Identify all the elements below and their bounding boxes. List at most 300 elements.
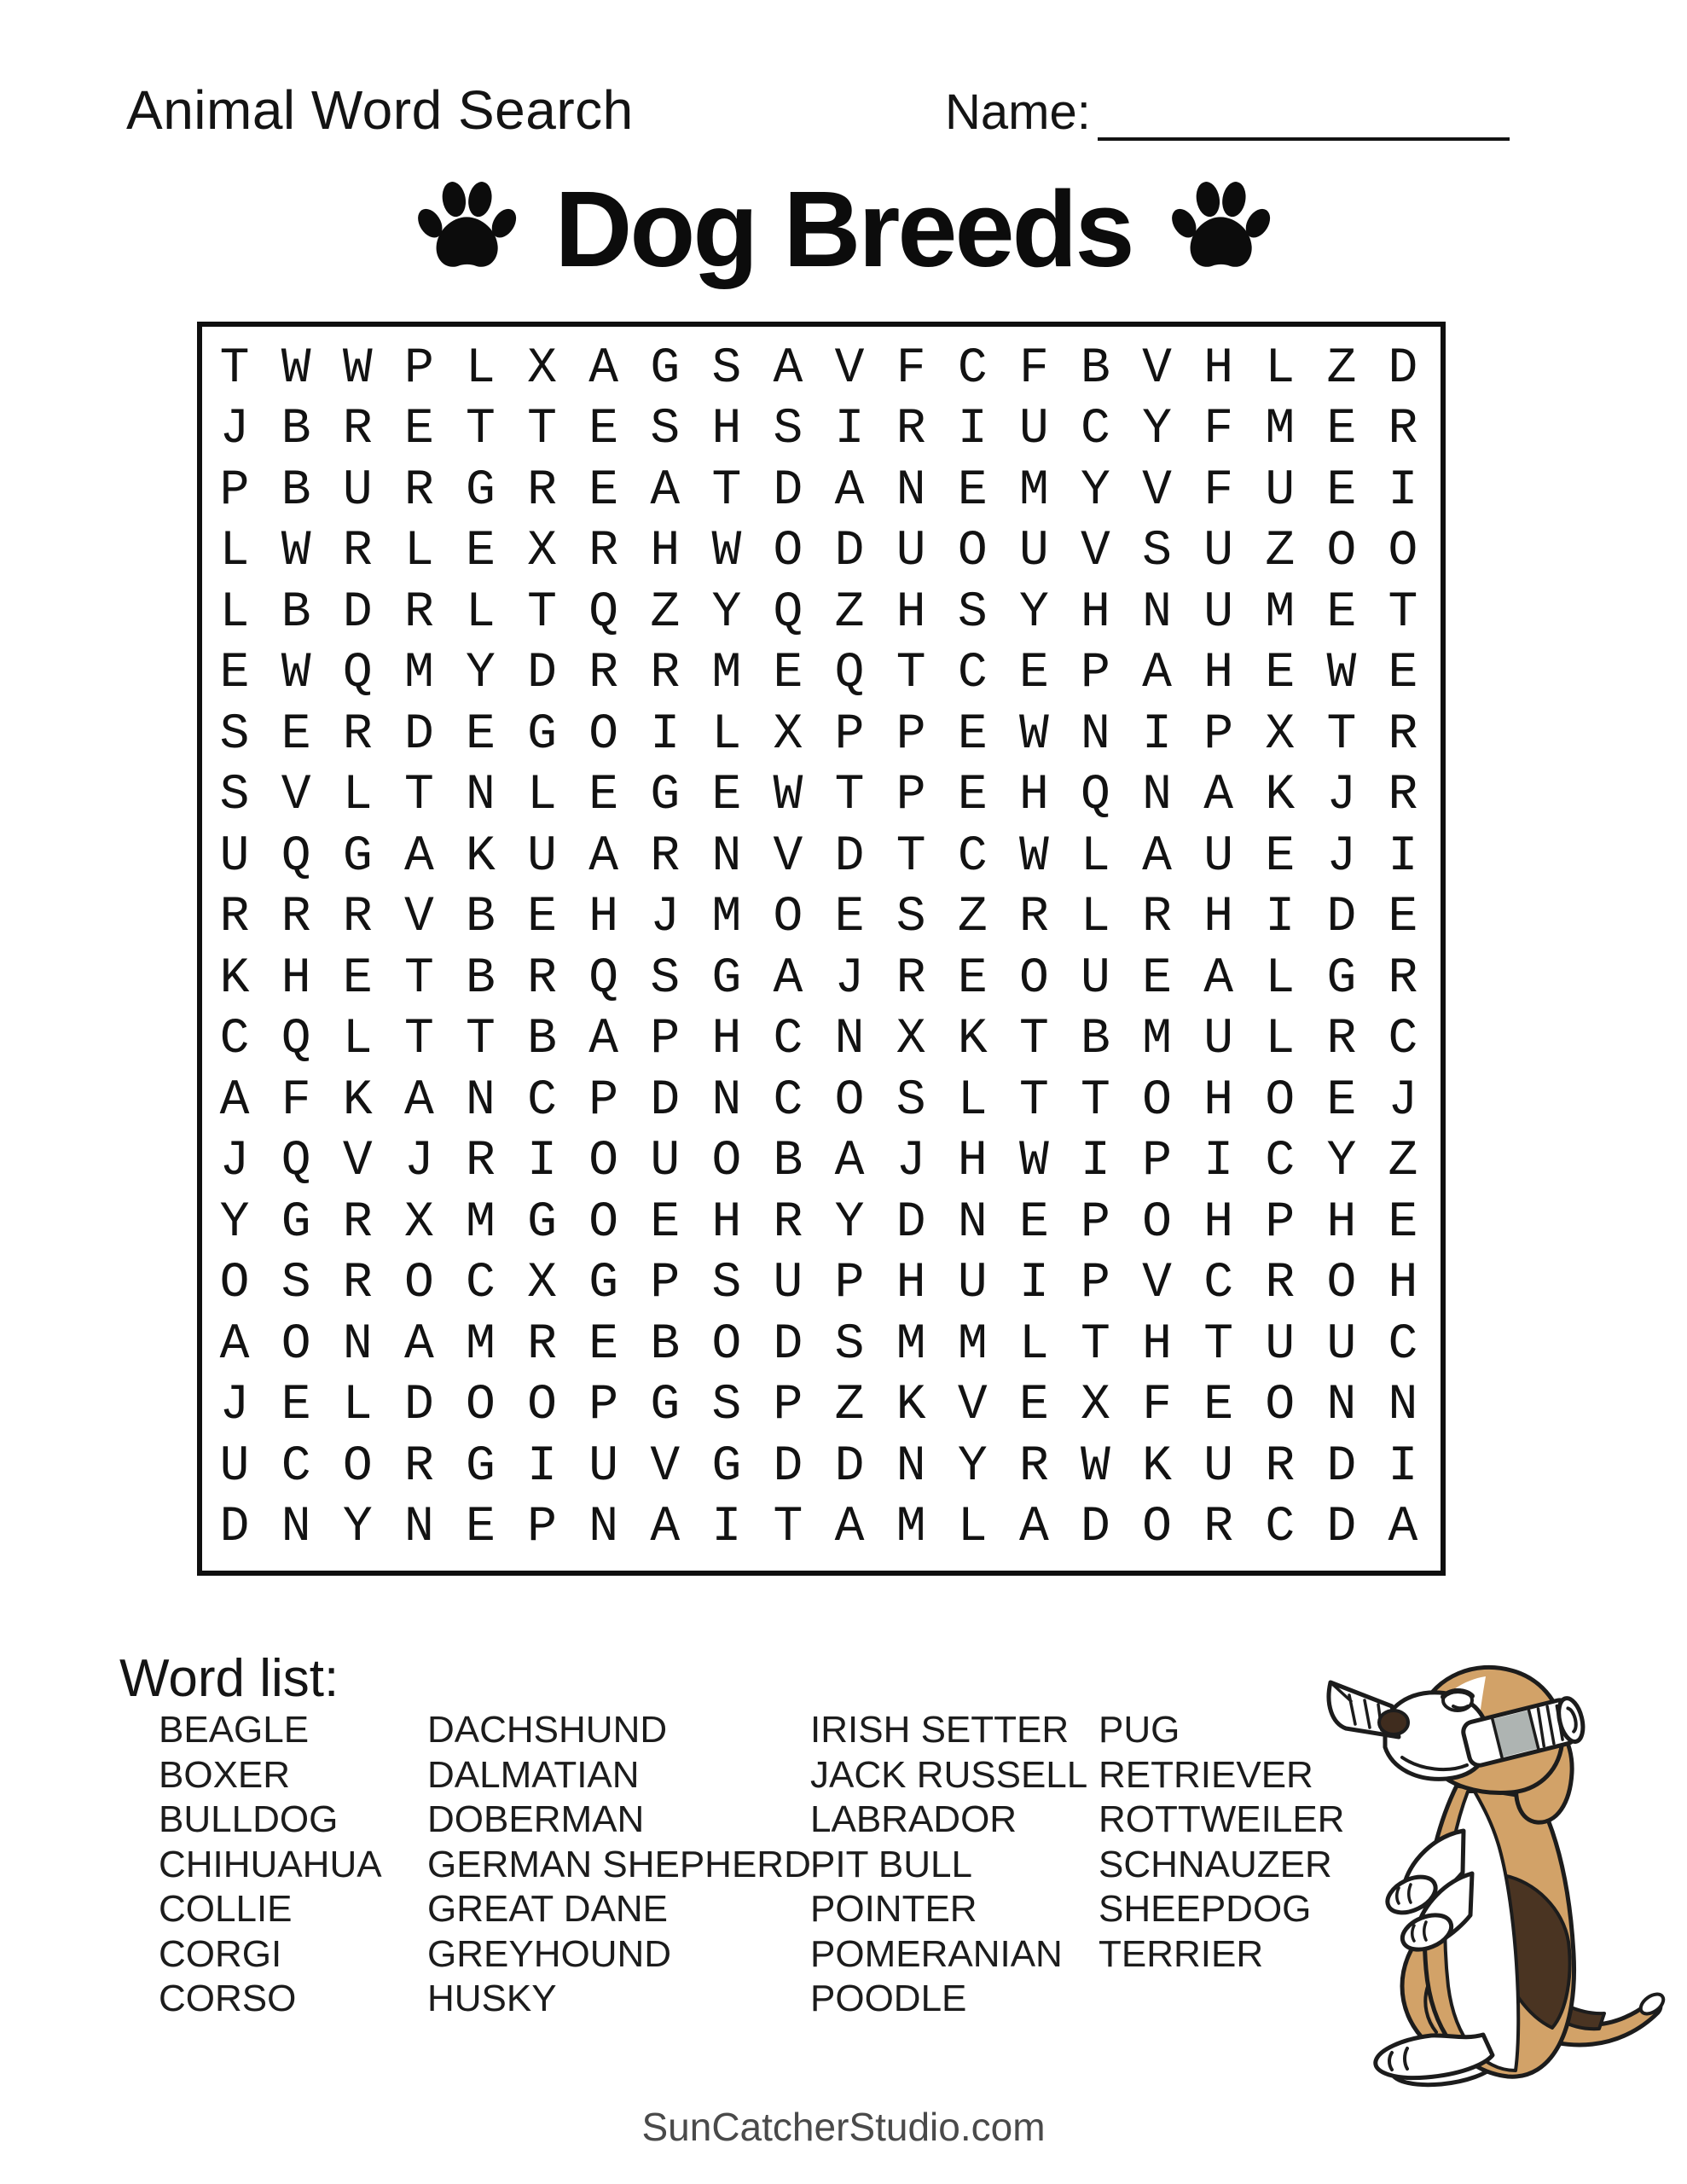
grid-letter: R [650, 828, 681, 885]
grid-letter: R [1326, 1012, 1357, 1068]
grid-letter: M [466, 1194, 496, 1251]
grid-letter: E [957, 462, 988, 519]
grid-letter: X [1081, 1378, 1110, 1434]
grid-letter: S [896, 890, 926, 946]
grid-letter: P [650, 1012, 681, 1068]
grid-letter: Y [1081, 462, 1110, 519]
word-list-item: JACK RUSSELL [810, 1753, 1088, 1796]
grid-letter: V [1142, 1256, 1172, 1312]
grid-letter: K [957, 1012, 988, 1068]
grid-letter: P [896, 768, 926, 824]
grid-letter: J [219, 402, 250, 458]
grid-letter: O [527, 1378, 557, 1434]
grid-letter: A [834, 462, 865, 519]
paw-print-icon [415, 177, 519, 282]
grid-letter: V [281, 768, 311, 824]
grid-letter: R [527, 1316, 557, 1373]
grid-letter: W [281, 524, 311, 580]
beagle-illustration [1320, 1628, 1678, 2106]
grid-letter: G [711, 1438, 742, 1495]
word-list-item: CHIHUAHUA [159, 1843, 382, 1885]
grid-letter: M [711, 890, 742, 946]
word-list-item: GERMAN SHEPHERD [427, 1843, 811, 1885]
grid-letter: A [834, 1500, 865, 1556]
grid-letter: O [281, 1316, 311, 1373]
grid-letter: O [466, 1378, 496, 1434]
grid-letter: C [773, 1012, 803, 1068]
grid-letter: A [773, 340, 803, 397]
grid-letter: W [1081, 1438, 1110, 1495]
grid-letter: A [588, 1012, 619, 1068]
grid-letter: E [1142, 950, 1172, 1007]
grid-letter: L [527, 768, 557, 824]
grid-letter: C [1265, 1500, 1296, 1556]
grid-letter: O [1388, 524, 1418, 580]
grid-letter: S [281, 1256, 311, 1312]
grid-letter: E [1265, 646, 1296, 702]
grid-letter: N [342, 1316, 373, 1373]
name-blank-line [1098, 93, 1510, 141]
grid-letter: D [527, 646, 557, 702]
grid-letter: R [527, 462, 557, 519]
grid-letter: R [342, 524, 373, 580]
grid-letter: U [650, 1134, 681, 1190]
grid-letter: R [896, 950, 926, 1007]
grid-letter: T [1018, 1072, 1049, 1129]
grid-letter: A [588, 340, 619, 397]
grid-letter: T [466, 402, 496, 458]
grid-letter: W [711, 524, 742, 580]
grid-letter: U [342, 462, 373, 519]
grid-letter: A [219, 1072, 250, 1129]
grid-letter: D [1388, 340, 1418, 397]
word-list-item: BOXER [159, 1753, 291, 1796]
grid-letter: R [773, 1194, 803, 1251]
grid-letter: N [957, 1194, 988, 1251]
grid-letter: J [219, 1134, 250, 1190]
grid-letter: Q [834, 646, 865, 702]
grid-letter: E [1018, 1378, 1049, 1434]
grid-letter: H [711, 1194, 742, 1251]
grid-letter: I [1142, 706, 1172, 763]
grid-letter: V [1142, 462, 1172, 519]
grid-letter: Z [1265, 524, 1296, 580]
grid-letter: J [1326, 828, 1357, 885]
grid-letter: T [1081, 1072, 1110, 1129]
grid-letter: W [1326, 646, 1357, 702]
grid-letter: H [711, 402, 742, 458]
grid-letter: D [834, 1438, 865, 1495]
grid-letter: A [403, 1072, 434, 1129]
grid-letter: C [1081, 402, 1110, 458]
grid-letter: P [1081, 1194, 1110, 1251]
grid-letter: C [1265, 1134, 1296, 1190]
grid-letter: E [1326, 402, 1357, 458]
word-list-item: PIT BULL [810, 1843, 972, 1885]
grid-letter: D [1326, 1438, 1357, 1495]
grid-letter: E [1018, 646, 1049, 702]
grid-letter: S [650, 950, 681, 1007]
grid-letter: D [1326, 890, 1357, 946]
grid-letter: D [650, 1072, 681, 1129]
grid-letter: C [1388, 1316, 1418, 1373]
footer-site-credit: SunCatcherStudio.com [641, 2105, 1046, 2149]
grid-letter: J [650, 890, 681, 946]
grid-letter: R [342, 402, 373, 458]
grid-letter: E [957, 768, 988, 824]
grid-letter: P [834, 1256, 865, 1312]
grid-letter: Y [466, 646, 496, 702]
grid-letter: E [466, 1500, 496, 1556]
grid-letter: T [527, 402, 557, 458]
grid-letter: A [834, 1134, 865, 1190]
grid-letter: C [957, 828, 988, 885]
grid-letter: R [1388, 950, 1418, 1007]
grid-letter: M [1265, 402, 1296, 458]
grid-letter: J [834, 950, 865, 1007]
grid-letter: A [1388, 1500, 1418, 1556]
word-list-item: DOBERMAN [427, 1798, 645, 1840]
grid-letter: H [1142, 1316, 1172, 1373]
grid-letter: U [588, 1438, 619, 1495]
grid-letter: E [1018, 1194, 1049, 1251]
word-list-item: GREAT DANE [427, 1888, 668, 1930]
grid-letter: S [650, 402, 681, 458]
grid-letter: H [896, 1256, 926, 1312]
word-list-item: POMERANIAN [810, 1932, 1063, 1975]
grid-letter: H [896, 584, 926, 641]
grid-letter: R [1388, 402, 1418, 458]
grid-letter: D [342, 584, 373, 641]
grid-letter: G [1326, 950, 1357, 1007]
grid-letter: Q [1081, 768, 1110, 824]
grid-letter: M [896, 1500, 926, 1556]
grid-letter: O [773, 524, 803, 580]
grid-letter: L [1018, 1316, 1049, 1373]
grid-letter: E [466, 524, 496, 580]
grid-letter: E [466, 706, 496, 763]
grid-letter: L [466, 340, 496, 397]
grid-letter: X [527, 524, 557, 580]
grid-letter: W [281, 646, 311, 702]
grid-letter: P [650, 1256, 681, 1312]
grid-letter: S [1142, 524, 1172, 580]
grid-letter: L [711, 706, 742, 763]
grid-letter: U [1018, 402, 1049, 458]
grid-letter: T [1081, 1316, 1110, 1373]
grid-letter: Z [957, 890, 988, 946]
grid-letter: I [527, 1134, 557, 1190]
grid-letter: B [281, 584, 311, 641]
grid-letter: E [1388, 890, 1418, 946]
grid-letter: X [1265, 706, 1296, 763]
grid-letter: A [1203, 768, 1234, 824]
grid-letter: R [1018, 1438, 1049, 1495]
grid-letter: Y [1018, 584, 1049, 641]
grid-letter: Y [711, 584, 742, 641]
word-list-item: POINTER [810, 1888, 977, 1930]
grid-letter: L [1265, 950, 1296, 1007]
grid-letter: Z [1326, 340, 1357, 397]
grid-letter: F [1018, 340, 1049, 397]
grid-letter: E [281, 706, 311, 763]
grid-letter: G [650, 768, 681, 824]
grid-letter: R [1203, 1500, 1234, 1556]
word-list-column [427, 1708, 811, 2022]
grid-letter: E [773, 646, 803, 702]
grid-letter: R [466, 1134, 496, 1190]
grid-letter: Z [1388, 1134, 1418, 1190]
grid-letter: N [466, 1072, 496, 1129]
grid-letter: H [711, 1012, 742, 1068]
grid-letter: E [403, 402, 434, 458]
grid-letter: G [711, 950, 742, 1007]
grid-letter: I [1203, 1134, 1234, 1190]
grid-letter: D [834, 828, 865, 885]
grid-letter: R [342, 1194, 373, 1251]
grid-letter: U [1326, 1316, 1357, 1373]
grid-letter: E [834, 890, 865, 946]
grid-letter: R [342, 890, 373, 946]
grid-letter: O [711, 1316, 742, 1373]
grid-letter: L [219, 524, 250, 580]
grid-letter: M [711, 646, 742, 702]
grid-letter: B [1081, 1012, 1110, 1068]
grid-letter: E [650, 1194, 681, 1251]
grid-letter: A [1018, 1500, 1049, 1556]
grid-letter: C [281, 1438, 311, 1495]
grid-letter: N [711, 828, 742, 885]
grid-letter: P [773, 1378, 803, 1434]
grid-letter: K [1142, 1438, 1172, 1495]
grid-letter: B [281, 462, 311, 519]
grid-letter: E [1388, 646, 1418, 702]
grid-letter: T [1203, 1316, 1234, 1373]
grid-letter: H [1388, 1256, 1418, 1312]
grid-letter: E [1326, 462, 1357, 519]
grid-letter: R [588, 524, 619, 580]
grid-letter: T [1326, 706, 1357, 763]
grid-letter: U [219, 1438, 250, 1495]
grid-letter: L [342, 768, 373, 824]
grid-letter: N [1142, 584, 1172, 641]
grid-letter: A [650, 462, 681, 519]
grid-letter: K [466, 828, 496, 885]
grid-letter: T [1388, 584, 1418, 641]
grid-letter: A [650, 1500, 681, 1556]
grid-letter: T [527, 584, 557, 641]
grid-letter: N [1081, 706, 1110, 763]
grid-letter: U [773, 1256, 803, 1312]
grid-letter: I [1388, 828, 1418, 885]
grid-letter: G [650, 1378, 681, 1434]
grid-letter: R [403, 1438, 434, 1495]
grid-letter: T [466, 1012, 496, 1068]
grid-letter: O [588, 1194, 619, 1251]
grid-letter: F [281, 1072, 311, 1129]
grid-letter: U [1203, 584, 1234, 641]
grid-letter: L [403, 524, 434, 580]
grid-letter: K [896, 1378, 926, 1434]
word-list-item: SHEEPDOG [1099, 1888, 1312, 1930]
grid-letter: S [219, 768, 250, 824]
grid-letter: Z [834, 1378, 865, 1434]
grid-letter: P [403, 340, 434, 397]
grid-letter: R [650, 646, 681, 702]
grid-letter: E [1265, 828, 1296, 885]
grid-letter: E [219, 646, 250, 702]
word-list-item: CORSO [159, 1978, 297, 2019]
grid-letter: S [773, 402, 803, 458]
word-list-item: TERRIER [1099, 1932, 1264, 1975]
grid-letter: O [1018, 950, 1049, 1007]
word-list-column [810, 1708, 1087, 2022]
page-title: Animal Word Search [126, 79, 634, 141]
grid-letter: T [1018, 1012, 1049, 1068]
grid-letter: P [527, 1500, 557, 1556]
grid-letter: J [896, 1134, 926, 1190]
grid-letter: E [588, 1316, 619, 1373]
grid-letter: T [403, 768, 434, 824]
grid-letter: J [219, 1378, 250, 1434]
grid-letter: L [957, 1072, 988, 1129]
grid-letter: N [403, 1500, 434, 1556]
grid-letter: A [1203, 950, 1234, 1007]
grid-letter: L [957, 1500, 988, 1556]
word-list-item: PUG [1099, 1709, 1180, 1751]
grid-letter: R [403, 584, 434, 641]
grid-letter: D [403, 706, 434, 763]
grid-letter: Y [957, 1438, 988, 1495]
grid-letter: J [403, 1134, 434, 1190]
grid-letter: P [588, 1072, 619, 1129]
grid-letter: V [773, 828, 803, 885]
grid-letter: N [466, 768, 496, 824]
grid-letter: V [650, 1438, 681, 1495]
grid-letter: O [219, 1256, 250, 1312]
word-list-item: RETRIEVER [1099, 1753, 1313, 1796]
grid-letter: R [342, 706, 373, 763]
grid-letter: I [1388, 462, 1418, 519]
word-list-item: POODLE [810, 1978, 967, 2019]
word-list-column [1099, 1708, 1344, 1977]
grid-letter: D [1326, 1500, 1357, 1556]
grid-letter: R [1142, 890, 1172, 946]
grid-letter: C [957, 646, 988, 702]
grid-letter: G [588, 1256, 619, 1312]
grid-letter: R [588, 646, 619, 702]
grid-letter: D [403, 1378, 434, 1434]
grid-letter: Q [281, 1012, 311, 1068]
grid-letter: A [1142, 828, 1172, 885]
word-list-column [159, 1708, 382, 2022]
grid-letter: C [1203, 1256, 1234, 1312]
grid-letter: T [403, 1012, 434, 1068]
grid-letter: V [1081, 524, 1110, 580]
grid-letter: S [219, 706, 250, 763]
word-list-item: COLLIE [159, 1888, 293, 1930]
grid-letter: S [711, 1256, 742, 1312]
grid-letter: L [342, 1378, 373, 1434]
grid-letter: W [773, 768, 803, 824]
grid-letter: X [773, 706, 803, 763]
grid-letter: U [527, 828, 557, 885]
puzzle-title: Dog Breeds [554, 169, 1133, 289]
grid-letter: A [773, 950, 803, 1007]
grid-letter: E [588, 768, 619, 824]
grid-letter: X [527, 1256, 557, 1312]
grid-letter: A [1142, 646, 1172, 702]
name-label: Name: [945, 84, 1091, 140]
grid-letter: J [1326, 768, 1357, 824]
word-list-item: SCHNAUZER [1099, 1843, 1332, 1885]
word-list-item: DACHSHUND [427, 1709, 668, 1751]
grid-letter: Y [1326, 1134, 1357, 1190]
grid-letter: G [527, 706, 557, 763]
grid-letter: A [219, 1316, 250, 1373]
grid-letter: B [466, 890, 496, 946]
grid-letter: I [650, 706, 681, 763]
grid-letter: P [1265, 1194, 1296, 1251]
grid-letter: D [219, 1500, 250, 1556]
grid-letter: I [1265, 890, 1296, 946]
grid-letter: E [957, 706, 988, 763]
word-list-item: BULLDOG [159, 1798, 339, 1840]
grid-letter: M [403, 646, 434, 702]
grid-letter: R [1388, 768, 1418, 824]
grid-letter: X [896, 1012, 926, 1068]
grid-letter: H [650, 524, 681, 580]
paw-print-icon [1168, 177, 1272, 282]
grid-letter: F [1142, 1378, 1172, 1434]
grid-letter: I [1388, 1438, 1418, 1495]
grid-letter: C [466, 1256, 496, 1312]
word-list-heading: Word list: [119, 1649, 339, 1708]
grid-letter: K [342, 1072, 373, 1129]
grid-letter: D [834, 524, 865, 580]
grid-letter: R [1265, 1256, 1296, 1312]
grid-letter: P [834, 706, 865, 763]
grid-letter: E [342, 950, 373, 1007]
grid-letter: S [711, 340, 742, 397]
grid-letter: S [896, 1072, 926, 1129]
grid-letter: Q [281, 828, 311, 885]
grid-letter: R [527, 950, 557, 1007]
grid-letter: R [342, 1256, 373, 1312]
grid-letter: E [588, 462, 619, 519]
grid-letter: O [588, 1134, 619, 1190]
grid-letter: G [466, 1438, 496, 1495]
grid-letter: P [219, 462, 250, 519]
grid-letter: W [1018, 1134, 1049, 1190]
grid-letter: D [773, 1438, 803, 1495]
grid-letter: H [1203, 890, 1234, 946]
grid-letter: U [896, 524, 926, 580]
grid-letter: Y [834, 1194, 865, 1251]
grid-letter: M [466, 1316, 496, 1373]
grid-letter: O [1326, 524, 1357, 580]
grid-letter: B [773, 1134, 803, 1190]
grid-letter: L [1265, 340, 1296, 397]
grid-letter: O [342, 1438, 373, 1495]
name-field [945, 84, 1510, 141]
grid-letter: P [896, 706, 926, 763]
grid-letter: P [1081, 1256, 1110, 1312]
grid-letter: F [1203, 462, 1234, 519]
word-list-item: IRISH SETTER [810, 1709, 1070, 1751]
grid-letter: M [1142, 1012, 1172, 1068]
grid-letter: P [1142, 1134, 1172, 1190]
